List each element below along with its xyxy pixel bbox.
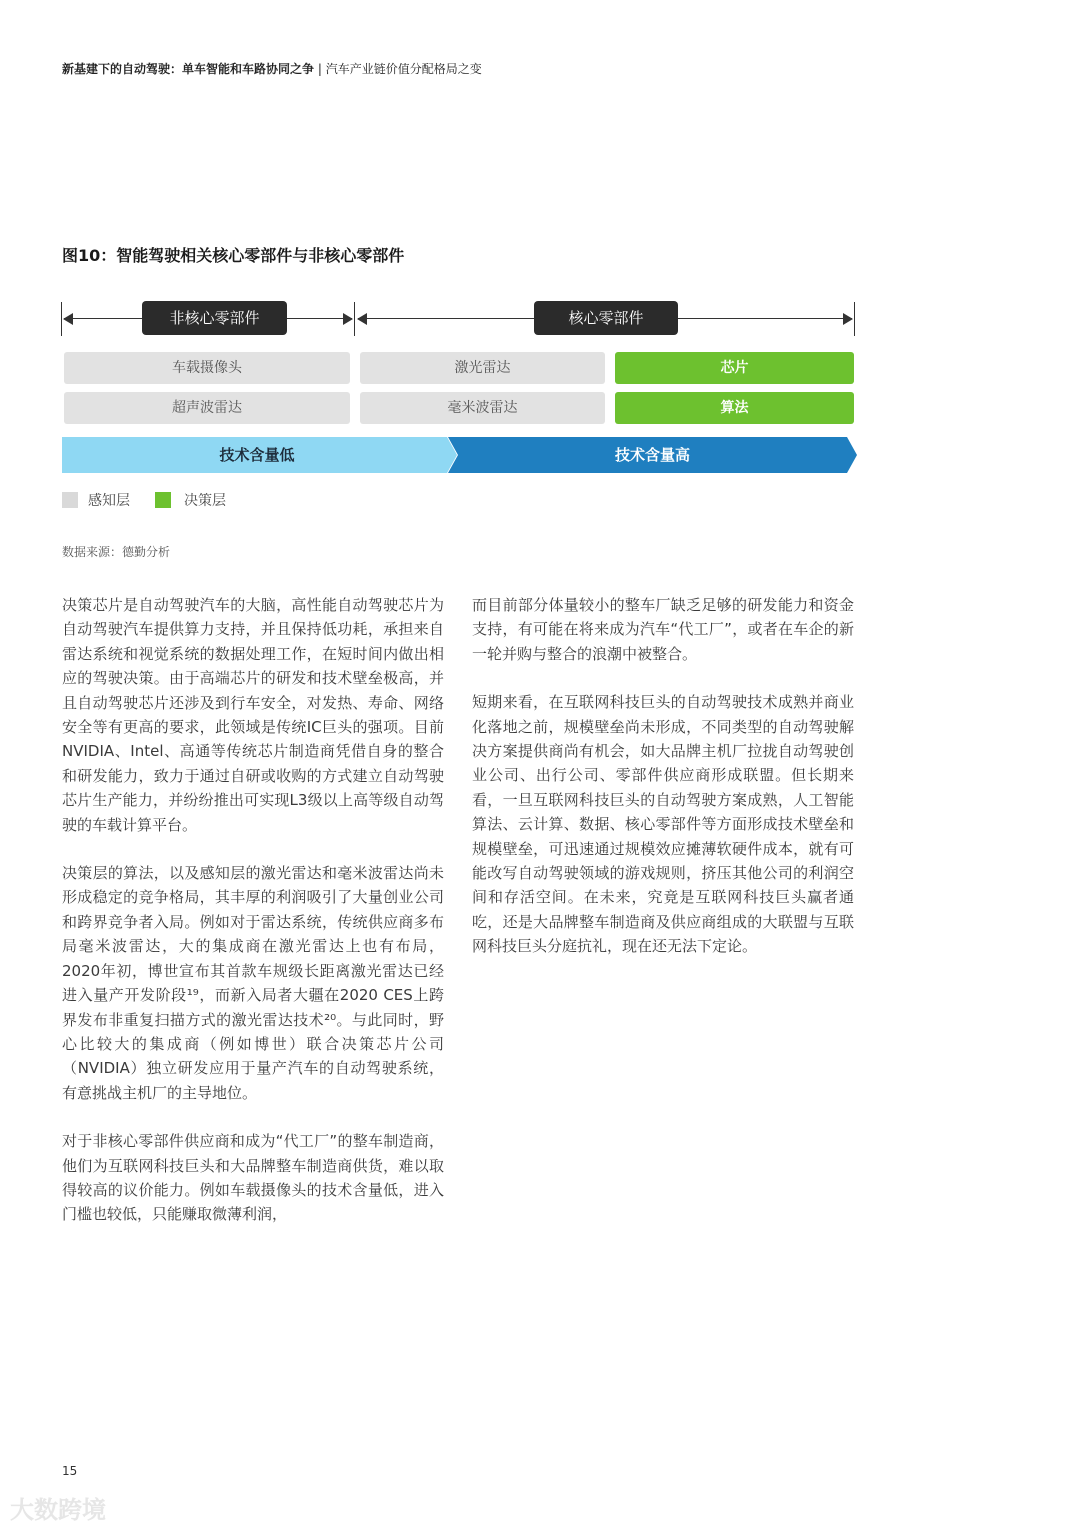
left-column xyxy=(62,593,444,1251)
bracket-tick-left xyxy=(61,302,62,336)
paragraph: 决策层的算法，以及感知层的激光雷达和毫米波雷达尚未形成稳定的竞争格局，其丰厚的利润吸引了大量创业公司和跨界竞争者入局。例如对于雷达系统，传统供应商多布局毫米波雷达，大的集成商在激光雷达上也有布局，2020年初，博世宣布其首款车规级长距离激光雷达已经进入量产开发阶段¹⁹，而新入局者大疆在2020 CES上跨界发布非重复扫描方式的激光雷达技术²⁰。与此同时，野心比较大的集成商（例如博世）联合决策芯片公司（NVIDIA）独立研发应用于量产汽车的自动驾驶系统，有意挑战主机厂的主导地位。 xyxy=(62,864,444,1102)
cell-algorithm: 算法 xyxy=(615,392,854,424)
core-label: 核心零部件 xyxy=(534,301,678,335)
cell-lidar: 激光雷达 xyxy=(360,352,605,384)
cell-mmwave: 毫米波雷达 xyxy=(360,392,605,424)
paragraph: 决策芯片是自动驾驶汽车的大脑，高性能自动驾驶芯片为自动驾驶汽车提供算力支持，并且保持低功耗，承担来自雷达系统和视觉系统的数据处理工作，在短时间内做出相应的驾驶决策。由于高端芯片的研发和技术壁垒极高，并且自动驾驶芯片还涉及到行车安全，对发热、寿命、网络安全等有更高的要求，此领域是传统IC巨头的强项。目前NVIDIA、Intel、高通等传统芯片制造商凭借自身的整合和研发能力，致力于通过自研或收购的方式建立自动驾驶芯片生产能力，并纷纷推出可实现L3级以上高等级自动驾驶的车载计算平台。 xyxy=(62,596,444,834)
cell-camera: 车载摄像头 xyxy=(64,352,350,384)
legend-swatch-grey xyxy=(62,492,78,508)
paragraph: 而目前部分体量较小的整车厂缺乏足够的研发能力和资金支持，有可能在将来成为汽车“代工厂”，或者在车企的新一轮并购与整合的浪潮中被整合。 xyxy=(472,596,854,663)
bracket-tick-mid xyxy=(354,302,355,336)
arrow-right-icon xyxy=(343,313,353,325)
legend-perception: 感知层 xyxy=(88,493,130,509)
paragraph: 短期来看，在互联网科技巨头的自动驾驶技术成熟并商业化落地之前，规模壁垒尚未形成，不同类型的自动驾驶解决方案提供商尚有机会，如大品牌主机厂拉拢自动驾驶创业公司、出行公司、零部件供应商形成联盟。但长期来看，一旦互联网科技巨头的自动驾驶方案成熟，人工智能算法、云计算、数据、核心零部件等方面形成技术壁垒和规模壁垒，可迅速通过规模效应摊薄软硬件成本，就有可能改写自动驾驶领域的游戏规则，挤压其他公司的利润空间和存活空间。在未来，究竟是互联网科技巨头赢者通吃，还是大品牌整车制造商及供应商组成的大联盟与互联网科技巨头分庭抗礼，现在还无法下定论。 xyxy=(472,693,854,956)
watermark-logo: 大数跨境 xyxy=(10,1496,106,1524)
non-core-label: 非核心零部件 xyxy=(142,301,287,335)
cell-ultrasonic: 超声波雷达 xyxy=(64,392,350,424)
figure-source: 数据来源：德勤分析 xyxy=(62,545,171,559)
bracket-tick-right xyxy=(854,302,855,336)
cell-chip: 芯片 xyxy=(615,352,854,384)
right-column xyxy=(472,593,854,983)
legend-swatch-green xyxy=(155,492,171,508)
arrow-right-icon xyxy=(843,313,853,325)
page-number: 15 xyxy=(62,1464,78,1478)
band-low-label: 技术含量低 xyxy=(219,446,295,464)
arrow-left-icon xyxy=(357,313,367,325)
legend-decision: 决策层 xyxy=(184,493,226,509)
band-high-label: 技术含量高 xyxy=(614,446,690,464)
header-subtitle: 汽车产业链价值分配格局之变 xyxy=(325,62,482,76)
arrow-left-icon xyxy=(63,313,73,325)
paragraph: 对于非核心零部件供应商和成为“代工厂”的整车制造商，他们为互联网科技巨头和大品牌整车制造商供货，难以取得较高的议价能力。例如车载摄像头的技术含量低，进入门槛也较低，只能赚取微薄利润， xyxy=(62,1132,444,1224)
header-title: 新基建下的自动驾驶：单车智能和车路协同之争 xyxy=(62,62,315,76)
header-separator: | xyxy=(317,62,322,76)
running-header xyxy=(62,60,482,77)
figure-title: 图10：智能驾驶相关核心零部件与非核心零部件 xyxy=(62,246,405,265)
